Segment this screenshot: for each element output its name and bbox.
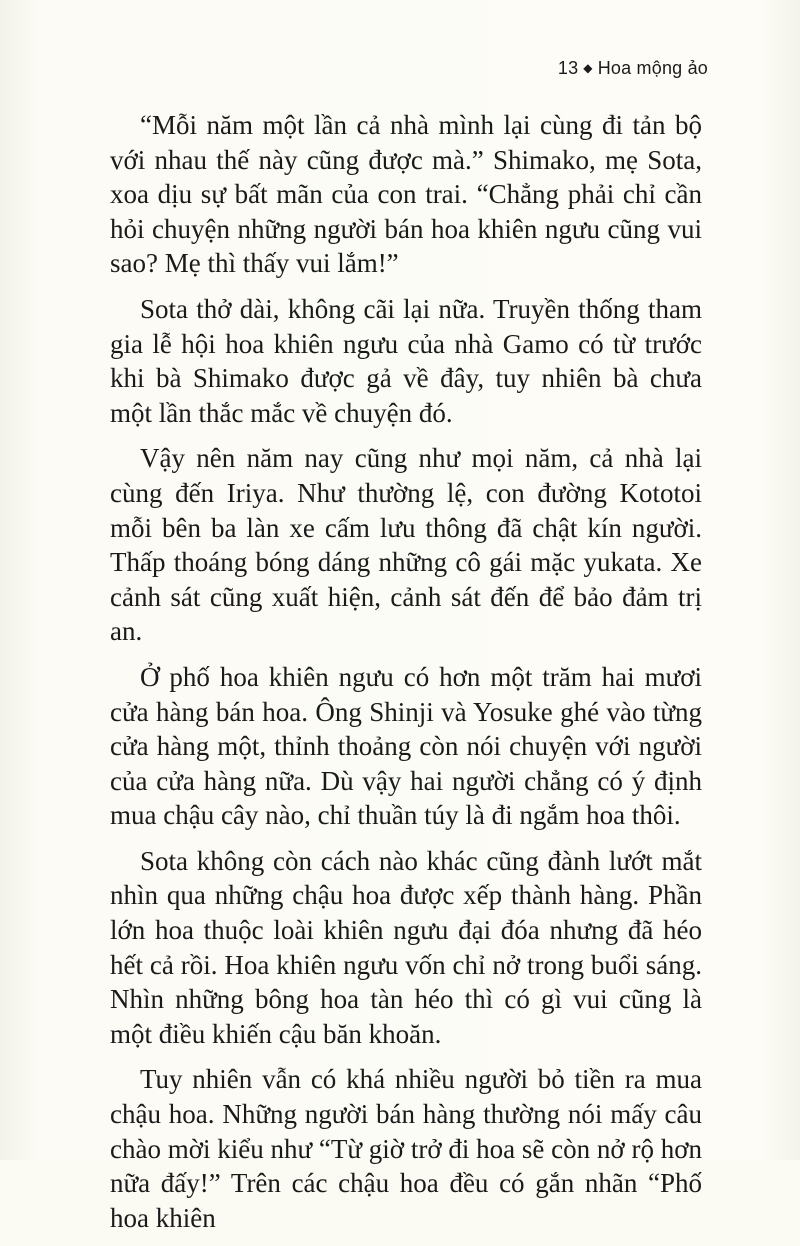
body-text bbox=[110, 108, 702, 1246]
paragraph: Vậy nên năm nay cũng như mọi năm, cả nhà lại cùng đến Iriya. Như thường lệ, con đường Kototoi mỗi bên ba làn xe cấm lưu thông đã chật kín người. Thấp thoáng bóng dáng những cô gái mặc yukata. Xe cảnh sát cũng xuất hiện, cảnh sát đến để bảo đảm trị an. bbox=[110, 443, 702, 647]
diamond-separator-icon: ◆ bbox=[583, 61, 593, 75]
page-number: 13 bbox=[557, 58, 579, 78]
paragraph: Sota không còn cách nào khác cũng đành lướt mắt nhìn qua những chậu hoa được xếp thành hàng. Phần lớn hoa thuộc loài khiên ngưu đại đóa nhưng đã héo hết cả rồi. Hoa khiên ngưu vốn chỉ nở trong buổi sáng. Nhìn những bông hoa tàn héo thì có gì vui cũng là một điều khiến cậu băn khoăn. bbox=[110, 845, 702, 1049]
running-header bbox=[558, 58, 708, 79]
paragraph: Tuy nhiên vẫn có khá nhiều người bỏ tiền ra mua chậu hoa. Những người bán hàng thường nói mấy câu chào mời kiểu như “Từ giờ trở đi hoa sẽ còn nở rộ hơn nữa đấy!” Trên các chậu hoa đều có gắn nhãn “Phố hoa khiên bbox=[110, 1064, 702, 1233]
paragraph: “Mỗi năm một lần cả nhà mình lại cùng đi tản bộ với nhau thế này cũng được mà.” Shimako, mẹ Sota, xoa dịu sự bất mãn của con trai. “Chẳng phải chỉ cần hỏi chuyện những người bán hoa khiên ngưu cũng vui sao? Mẹ thì thấy vui lắm!” bbox=[110, 110, 702, 279]
paragraph: Sota thở dài, không cãi lại nữa. Truyền thống tham gia lễ hội hoa khiên ngưu của nhà Gamo có từ trước khi bà Shimako được gả về đây, tuy nhiên bà chưa một lần thắc mắc về chuyện đó. bbox=[110, 293, 702, 428]
paragraph: Ở phố hoa khiên ngưu có hơn một trăm hai mươi cửa hàng bán hoa. Ông Shinji và Yosuke ghé vào từng cửa hàng một, thỉnh thoảng còn nói chuyện với người của cửa hàng nữa. Dù vậy hai người chẳng có ý định mua chậu cây nào, chỉ thuần túy là đi ngắm hoa thôi. bbox=[110, 661, 702, 831]
chapter-title: Hoa mộng ảo bbox=[597, 58, 708, 78]
